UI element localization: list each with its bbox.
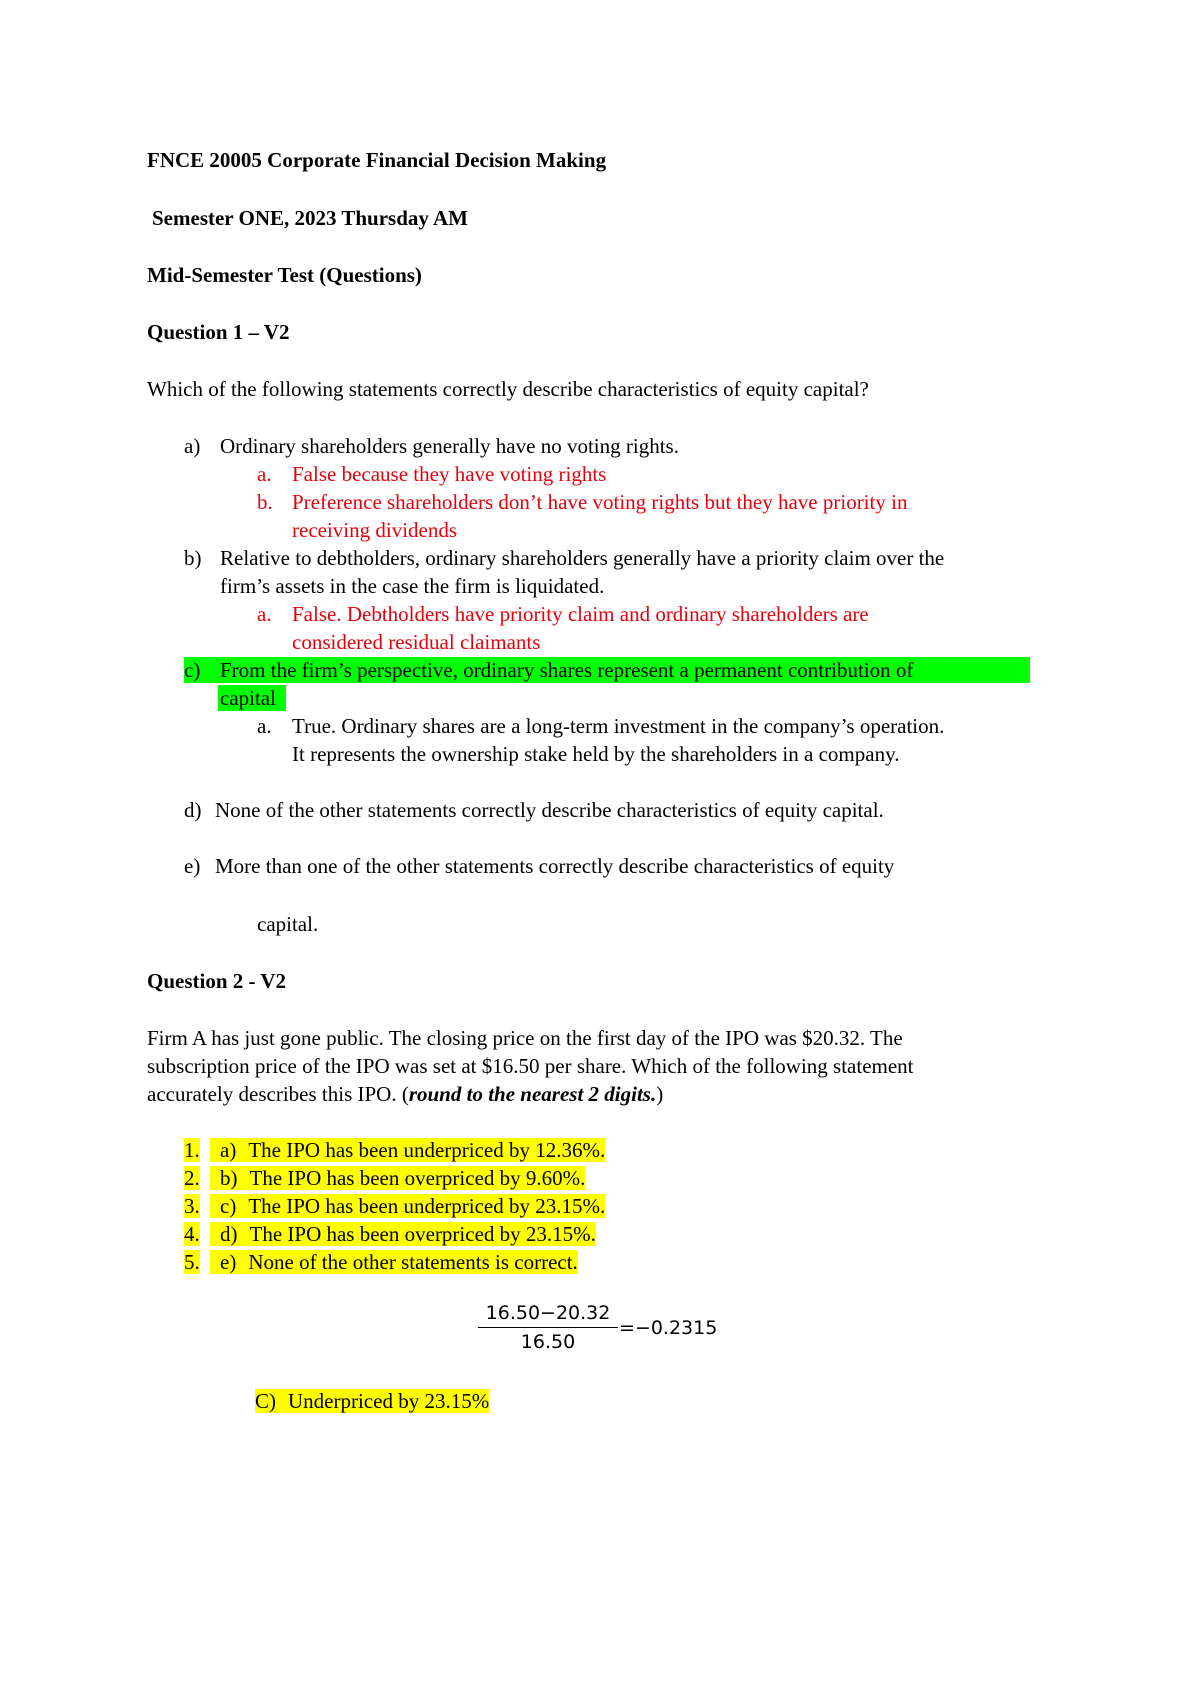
note-text: False. Debtholders have priority claim and ordinary shareholders are [292, 602, 869, 626]
option-text: From the firm’s perspective, ordinary shares represent a permanent contribution of [220, 658, 914, 682]
prompt-italic: round to the nearest 2 digits. [408, 1082, 657, 1106]
ipo-option-marker: d) [210, 1222, 238, 1246]
ipo-option-num: 4. [184, 1222, 200, 1246]
ipo-option [210, 1249, 578, 1275]
note-marker: a. [257, 602, 272, 626]
answer-text: Underpriced by 23.15% [276, 1389, 489, 1413]
formula-numerator: 16.50−20.32 [485, 1302, 611, 1324]
option-text: Relative to debtholders, ordinary shareholders generally have a priority claim over the [220, 546, 945, 570]
ipo-option-marker: c) [210, 1194, 236, 1218]
ipo-option-num: 2. [184, 1166, 200, 1190]
ipo-option-marker: a) [210, 1138, 236, 1162]
ipo-option-marker: e) [210, 1250, 236, 1274]
note-marker: b. [257, 490, 273, 514]
ipo-option-marker: b) [210, 1166, 238, 1190]
ipo-option [184, 1165, 200, 1191]
note-text: Preference shareholders don’t have voting rights but they have priority in [292, 490, 908, 514]
formula-result: =−0.2315 [619, 1317, 718, 1339]
ipo-option [184, 1193, 200, 1219]
option-text: capital [220, 686, 276, 710]
ipo-option-num: 5. [184, 1250, 200, 1274]
ipo-option-num: 1. [184, 1138, 200, 1162]
ipo-option-text: The IPO has been overpriced by 23.15%. [238, 1222, 596, 1246]
option-marker: a) [184, 434, 201, 458]
note-text: It represents the ownership stake held by the shareholders in a company. [292, 742, 900, 766]
formula-denominator: 16.50 [520, 1331, 576, 1353]
ipo-option [210, 1137, 605, 1163]
answer-line [255, 1388, 489, 1414]
option-marker: b) [184, 546, 202, 570]
prompt-text: accurately describes this IPO. ( [147, 1082, 409, 1106]
prompt-close: ) [656, 1082, 664, 1106]
question-2-prompt: subscription price of the IPO was set at $16.50 per share. Which of the following statement [147, 1054, 914, 1078]
semester-line: Semester ONE, 2023 Thursday AM [152, 206, 468, 230]
ipo-option [184, 1137, 200, 1163]
ipo-option-text: The IPO has been underpriced by 23.15%. [236, 1194, 605, 1218]
note-marker: a. [257, 462, 272, 486]
ipo-option-text: The IPO has been underpriced by 12.36%. [236, 1138, 605, 1162]
ipo-option [210, 1165, 585, 1191]
option-marker: d) [184, 798, 202, 822]
question-1-heading: Question 1 – V2 [147, 320, 290, 344]
note-text: considered residual claimants [292, 630, 541, 654]
option-marker: e) [184, 854, 201, 878]
question-2-prompt [147, 1081, 663, 1107]
option-text: Ordinary shareholders generally have no voting rights. [220, 434, 679, 458]
note-text: receiving dividends [292, 518, 458, 542]
note-marker: a. [257, 714, 272, 738]
ipo-option [184, 1249, 200, 1275]
question-1-prompt: Which of the following statements correctly describe characteristics of equity capital? [147, 377, 869, 401]
option-text: capital. [257, 912, 319, 936]
fraction-bar [478, 1327, 618, 1328]
option-text: None of the other statements correctly describe characteristics of equity capital. [215, 798, 884, 822]
test-title: Mid-Semester Test (Questions) [147, 263, 422, 287]
question-2-heading: Question 2 - V2 [147, 969, 287, 993]
ipo-option [210, 1221, 596, 1247]
formula-fraction [478, 1300, 618, 1355]
question-2-prompt: Firm A has just gone public. The closing price on the first day of the IPO was $20.32. The [147, 1026, 903, 1050]
ipo-option-text: The IPO has been overpriced by 9.60%. [238, 1166, 586, 1190]
answer-marker: C) [255, 1389, 276, 1413]
option-text: More than one of the other statements correctly describe characteristics of equity [215, 854, 895, 878]
ipo-option [210, 1193, 605, 1219]
ipo-option-text: None of the other statements is correct. [236, 1250, 577, 1274]
note-text: False because they have voting rights [292, 462, 607, 486]
note-text: True. Ordinary shares are a long-term investment in the company’s operation. [292, 714, 945, 738]
option-text: firm’s assets in the case the firm is liquidated. [220, 574, 605, 598]
ipo-option [184, 1221, 200, 1247]
ipo-option-num: 3. [184, 1194, 200, 1218]
option-marker: c) [184, 658, 201, 682]
course-title: FNCE 20005 Corporate Financial Decision Making [147, 148, 607, 172]
